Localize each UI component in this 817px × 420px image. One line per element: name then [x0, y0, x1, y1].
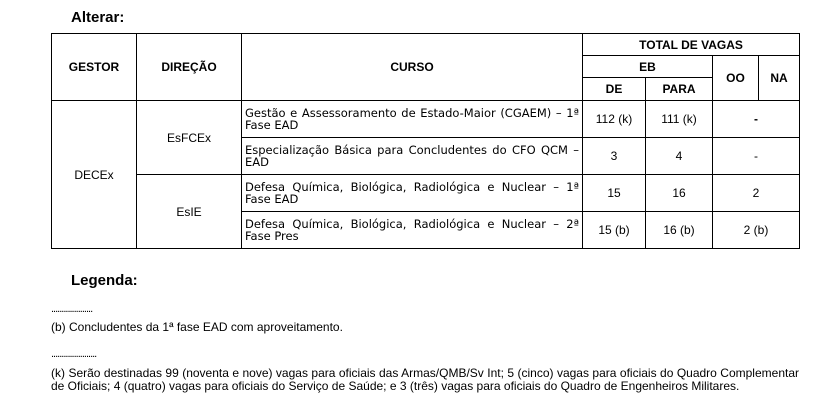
curso-cell: Defesa Química, Biológica, Radiológica e Nuclear – 2ª Fase Pres: [242, 212, 583, 249]
header-curso: CURSO: [242, 34, 583, 101]
header-eb: EB: [583, 56, 713, 78]
gestor-cell: DECEx: [52, 101, 137, 249]
oo-na-cell: 2 (b): [713, 212, 800, 249]
ellipsis-separator: ......................: [51, 348, 97, 360]
para-cell: 111 (k): [646, 101, 713, 138]
alterar-heading: Alterar:: [71, 9, 125, 26]
header-de: DE: [583, 78, 646, 101]
note-b: (b) Concludentes da 1ª fase EAD com aproveitamento.: [51, 320, 343, 334]
header-para: PARA: [646, 78, 713, 101]
table-row: [52, 175, 800, 212]
de-cell: 15 (b): [583, 212, 646, 249]
legenda-heading: Legenda:: [71, 272, 138, 289]
header-na: NA: [759, 56, 800, 101]
para-cell: 16 (b): [646, 212, 713, 249]
curso-cell: Gestão e Assessoramento de Estado-Maior (CGAEM) – 1ª Fase EAD: [242, 101, 583, 138]
vagas-table: [51, 33, 800, 249]
para-cell: 4: [646, 138, 713, 175]
para-cell: 16: [646, 175, 713, 212]
oo-na-cell: -: [713, 101, 800, 138]
oo-na-cell: -: [713, 138, 800, 175]
note-k: (k) Serão destinadas 99 (noventa e nove) vagas para oficiais das Armas/QMB/Sv Int; 5 (cinco) vagas para oficiais do Quadro Complementar de Oficiais; 4 (quatro) vagas para oficiais do Serviço de Saúde; e 3 (três) vagas para oficiais do Quadro de Engenheiros Militares.: [51, 366, 799, 393]
header-oo: OO: [713, 56, 759, 101]
direcao-cell: EsFCEx: [137, 101, 242, 175]
header-total-vagas: TOTAL DE VAGAS: [583, 34, 800, 56]
curso-cell: Especialização Básica para Concludentes do CFO QCM – EAD: [242, 138, 583, 175]
header-direcao: DIREÇÃO: [137, 34, 242, 101]
table-row: [52, 101, 800, 138]
header-gestor: GESTOR: [52, 34, 137, 101]
direcao-cell: EsIE: [137, 175, 242, 249]
de-cell: 3: [583, 138, 646, 175]
ellipsis-separator: ....................: [51, 303, 93, 315]
curso-cell: Defesa Química, Biológica, Radiológica e Nuclear – 1ª Fase EAD: [242, 175, 583, 212]
de-cell: 112 (k): [583, 101, 646, 138]
de-cell: 15: [583, 175, 646, 212]
oo-na-cell: 2: [713, 175, 800, 212]
